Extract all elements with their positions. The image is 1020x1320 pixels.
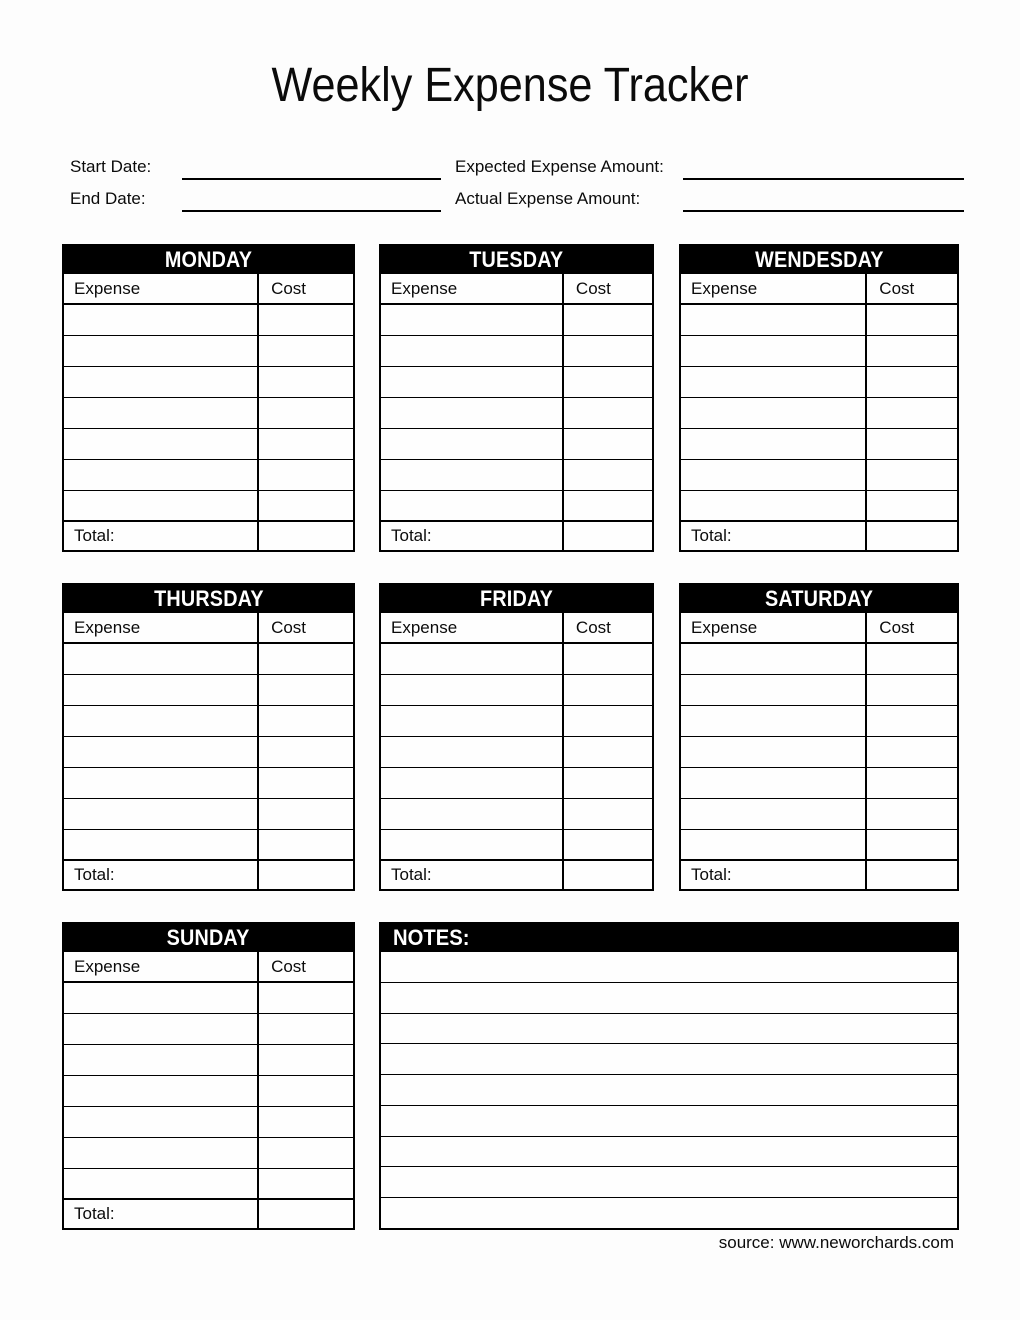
day-table-saturday <box>679 583 959 891</box>
cost-cell[interactable] <box>259 336 353 366</box>
expense-row <box>381 367 652 398</box>
expense-row <box>64 1138 353 1169</box>
total-value-cell[interactable] <box>867 861 957 889</box>
expense-column-header: Expense <box>681 274 867 303</box>
expense-cell[interactable] <box>381 644 564 674</box>
expense-row <box>381 830 652 861</box>
day-table-sunday <box>62 922 355 1230</box>
day-title: TUESDAY <box>469 247 564 272</box>
expense-row <box>381 675 652 706</box>
expense-cell[interactable] <box>681 768 867 798</box>
expense-cell[interactable] <box>64 429 259 459</box>
expense-cell[interactable] <box>64 1076 259 1106</box>
cost-cell[interactable] <box>564 398 652 428</box>
expense-column-header: Expense <box>64 613 259 642</box>
expense-rows <box>381 644 652 861</box>
notes-lines <box>381 952 957 1228</box>
expense-row <box>64 367 353 398</box>
note-line[interactable] <box>381 1014 957 1045</box>
cost-cell[interactable] <box>564 706 652 736</box>
cost-cell[interactable] <box>867 336 957 366</box>
note-line[interactable] <box>381 1198 957 1228</box>
expense-cell[interactable] <box>64 1107 259 1137</box>
expense-row <box>64 830 353 861</box>
cost-cell[interactable] <box>259 1014 353 1044</box>
total-label: Total: <box>64 1200 259 1228</box>
column-headers <box>64 613 353 644</box>
actual-expense-line[interactable] <box>683 210 964 212</box>
cost-cell[interactable] <box>867 737 957 767</box>
column-headers <box>681 613 957 644</box>
expense-row <box>64 398 353 429</box>
expense-column-header: Expense <box>64 952 259 981</box>
expense-row <box>64 768 353 799</box>
expense-column-header: Expense <box>64 274 259 303</box>
expense-row <box>64 983 353 1014</box>
day-header-friday <box>381 585 652 613</box>
expense-rows <box>64 305 353 522</box>
expense-cell[interactable] <box>64 1169 259 1198</box>
total-value-cell[interactable] <box>564 861 652 889</box>
notes-section <box>379 922 959 1230</box>
expense-rows <box>64 644 353 861</box>
expense-row <box>681 305 957 336</box>
day-table-monday <box>62 244 355 552</box>
expense-cell[interactable] <box>681 675 867 705</box>
expense-cell[interactable] <box>64 367 259 397</box>
expense-cell[interactable] <box>64 830 259 859</box>
page-title-text: Weekly Expense Tracker <box>271 59 749 112</box>
end-date-line[interactable] <box>182 210 441 212</box>
expense-cell[interactable] <box>681 830 867 859</box>
page-title <box>0 58 1020 114</box>
expense-cell[interactable] <box>681 460 867 490</box>
day-header-tuesday <box>381 246 652 274</box>
expense-cell[interactable] <box>381 491 564 520</box>
expense-row <box>381 768 652 799</box>
expense-row <box>64 799 353 830</box>
day-title: SATURDAY <box>764 586 874 611</box>
column-headers <box>381 613 652 644</box>
column-headers <box>681 274 957 305</box>
cost-cell[interactable] <box>259 398 353 428</box>
total-label: Total: <box>681 522 867 550</box>
total-row <box>681 522 957 550</box>
expense-cell[interactable] <box>681 398 867 428</box>
cost-cell[interactable] <box>867 706 957 736</box>
expense-cell[interactable] <box>381 768 564 798</box>
day-table-thursday <box>62 583 355 891</box>
column-headers <box>64 952 353 983</box>
expense-cell[interactable] <box>64 768 259 798</box>
expense-row <box>64 336 353 367</box>
cost-cell[interactable] <box>564 737 652 767</box>
expense-cell[interactable] <box>681 491 867 520</box>
day-title: SUNDAY <box>167 925 250 950</box>
expense-row <box>64 706 353 737</box>
cost-column-header: Cost <box>271 278 307 298</box>
cost-cell[interactable] <box>259 737 353 767</box>
cost-cell[interactable] <box>867 768 957 798</box>
note-line[interactable] <box>381 952 957 983</box>
cost-cell[interactable] <box>259 644 353 674</box>
expense-row <box>64 1045 353 1076</box>
expense-rows <box>64 983 353 1200</box>
day-header-saturday <box>681 585 957 613</box>
total-value-cell[interactable] <box>259 522 353 550</box>
day-header-wendesday <box>681 246 957 274</box>
expense-cell[interactable] <box>64 491 259 520</box>
expense-cell[interactable] <box>381 367 564 397</box>
note-line[interactable] <box>381 1044 957 1075</box>
expense-row <box>681 644 957 675</box>
expense-rows <box>381 305 652 522</box>
expense-row <box>64 1107 353 1138</box>
expense-cell[interactable] <box>681 429 867 459</box>
day-header-thursday <box>64 585 353 613</box>
expense-row <box>64 1076 353 1107</box>
total-row <box>381 861 652 889</box>
expense-cell[interactable] <box>681 799 867 829</box>
cost-cell[interactable] <box>259 1138 353 1168</box>
total-value-cell[interactable] <box>564 522 652 550</box>
expense-cell[interactable] <box>64 1045 259 1075</box>
expense-column-header: Expense <box>381 613 564 642</box>
cost-cell[interactable] <box>867 675 957 705</box>
total-row <box>64 522 353 550</box>
expense-row <box>381 398 652 429</box>
expense-cell[interactable] <box>381 336 564 366</box>
cost-cell[interactable] <box>564 460 652 490</box>
cost-cell[interactable] <box>259 830 353 859</box>
day-table-wendesday <box>679 244 959 552</box>
expense-cell[interactable] <box>64 675 259 705</box>
cost-cell[interactable] <box>259 1045 353 1075</box>
cost-cell[interactable] <box>564 491 652 520</box>
cost-cell[interactable] <box>259 460 353 490</box>
expense-cell[interactable] <box>64 644 259 674</box>
expense-row <box>64 491 353 522</box>
expense-row <box>381 737 652 768</box>
cost-cell[interactable] <box>564 305 652 335</box>
expense-cell[interactable] <box>381 305 564 335</box>
cost-cell[interactable] <box>259 491 353 520</box>
expense-cell[interactable] <box>681 367 867 397</box>
expense-column-header: Expense <box>681 613 867 642</box>
expense-row <box>64 644 353 675</box>
expense-cell[interactable] <box>681 305 867 335</box>
expense-row <box>681 706 957 737</box>
expense-cell[interactable] <box>681 737 867 767</box>
cost-cell[interactable] <box>867 305 957 335</box>
expense-cell[interactable] <box>681 336 867 366</box>
expense-cell[interactable] <box>64 336 259 366</box>
day-table-tuesday <box>379 244 654 552</box>
cost-cell[interactable] <box>564 768 652 798</box>
cost-cell[interactable] <box>867 429 957 459</box>
expense-row <box>381 305 652 336</box>
day-title: THURSDAY <box>153 586 264 611</box>
total-label: Total: <box>64 522 259 550</box>
expense-row <box>681 768 957 799</box>
note-line[interactable] <box>381 1167 957 1198</box>
expected-expense-line[interactable] <box>683 178 964 180</box>
expense-row <box>381 336 652 367</box>
cost-cell[interactable] <box>564 830 652 859</box>
source-attribution: source: www.neworchards.com <box>718 1233 954 1252</box>
day-title: WENDESDAY <box>754 247 884 272</box>
cost-cell[interactable] <box>867 398 957 428</box>
cost-cell[interactable] <box>259 706 353 736</box>
cost-cell[interactable] <box>564 799 652 829</box>
cost-cell[interactable] <box>259 675 353 705</box>
cost-cell[interactable] <box>259 429 353 459</box>
cost-cell[interactable] <box>867 367 957 397</box>
expense-row <box>681 429 957 460</box>
notes-title: NOTES: <box>393 925 470 950</box>
expense-cell[interactable] <box>681 706 867 736</box>
total-value-cell[interactable] <box>259 1200 353 1228</box>
expense-row <box>64 460 353 491</box>
expense-row <box>64 1169 353 1200</box>
expense-row <box>381 491 652 522</box>
cost-column-header: Cost <box>575 278 611 298</box>
expense-cell[interactable] <box>381 429 564 459</box>
expense-cell[interactable] <box>381 830 564 859</box>
expense-cell[interactable] <box>381 706 564 736</box>
cost-cell[interactable] <box>259 367 353 397</box>
expense-cell[interactable] <box>64 737 259 767</box>
expense-row <box>64 1014 353 1045</box>
expense-row <box>681 491 957 522</box>
cost-column-header: Cost <box>879 617 915 637</box>
cost-cell[interactable] <box>259 768 353 798</box>
total-label: Total: <box>64 861 259 889</box>
cost-cell[interactable] <box>867 491 957 520</box>
notes-header <box>381 924 957 952</box>
cost-cell[interactable] <box>564 367 652 397</box>
cost-cell[interactable] <box>564 429 652 459</box>
expense-row <box>381 799 652 830</box>
day-header-sunday <box>64 924 353 952</box>
total-row <box>381 522 652 550</box>
expense-cell[interactable] <box>381 460 564 490</box>
column-headers <box>381 274 652 305</box>
day-table-friday <box>379 583 654 891</box>
total-label: Total: <box>681 861 867 889</box>
expense-row <box>681 830 957 861</box>
expense-cell[interactable] <box>64 398 259 428</box>
cost-cell[interactable] <box>564 675 652 705</box>
expense-cell[interactable] <box>381 398 564 428</box>
expense-cell[interactable] <box>381 799 564 829</box>
expense-column-header: Expense <box>381 274 564 303</box>
expense-rows <box>681 644 957 861</box>
actual-expense-label: Actual Expense Amount: <box>455 189 641 208</box>
expense-row <box>381 644 652 675</box>
note-line[interactable] <box>381 1137 957 1168</box>
expense-row <box>64 429 353 460</box>
cost-column-header: Cost <box>575 617 611 637</box>
cost-cell[interactable] <box>867 830 957 859</box>
cost-cell[interactable] <box>867 460 957 490</box>
start-date-line[interactable] <box>182 178 441 180</box>
end-date-label: End Date: <box>70 189 146 208</box>
expense-cell[interactable] <box>64 305 259 335</box>
expense-row <box>64 305 353 336</box>
expense-row <box>64 737 353 768</box>
expense-cell[interactable] <box>64 706 259 736</box>
column-headers <box>64 274 353 305</box>
day-header-monday <box>64 246 353 274</box>
expense-rows <box>681 305 957 522</box>
cost-cell[interactable] <box>259 1107 353 1137</box>
cost-cell[interactable] <box>259 799 353 829</box>
start-date-label: Start Date: <box>70 157 152 176</box>
cost-column-header: Cost <box>879 278 915 298</box>
cost-cell[interactable] <box>259 983 353 1013</box>
expected-expense-label: Expected Expense Amount: <box>455 157 664 176</box>
expense-row <box>381 460 652 491</box>
expense-row <box>681 398 957 429</box>
cost-cell[interactable] <box>259 1076 353 1106</box>
expense-row <box>64 675 353 706</box>
total-value-cell[interactable] <box>259 861 353 889</box>
total-row <box>681 861 957 889</box>
total-label: Total: <box>381 522 564 550</box>
cost-cell[interactable] <box>564 336 652 366</box>
cost-cell[interactable] <box>259 305 353 335</box>
expense-cell[interactable] <box>64 799 259 829</box>
note-line[interactable] <box>381 1106 957 1137</box>
cost-cell[interactable] <box>259 1169 353 1198</box>
cost-column-header: Cost <box>271 617 307 637</box>
expense-row <box>681 799 957 830</box>
expense-row <box>381 429 652 460</box>
note-line[interactable] <box>381 983 957 1014</box>
total-row <box>64 861 353 889</box>
cost-cell[interactable] <box>867 644 957 674</box>
expense-cell[interactable] <box>381 737 564 767</box>
expense-row <box>681 675 957 706</box>
expense-cell[interactable] <box>681 644 867 674</box>
expense-cell[interactable] <box>64 1014 259 1044</box>
cost-column-header: Cost <box>271 956 307 976</box>
expense-row <box>681 336 957 367</box>
total-label: Total: <box>381 861 564 889</box>
expense-cell[interactable] <box>64 1138 259 1168</box>
expense-cell[interactable] <box>64 460 259 490</box>
total-row <box>64 1200 353 1228</box>
day-title: MONDAY <box>164 247 253 272</box>
expense-cell[interactable] <box>381 675 564 705</box>
day-title: FRIDAY <box>480 586 553 611</box>
total-value-cell[interactable] <box>867 522 957 550</box>
cost-cell[interactable] <box>867 799 957 829</box>
cost-cell[interactable] <box>564 644 652 674</box>
expense-row <box>381 706 652 737</box>
expense-cell[interactable] <box>64 983 259 1013</box>
expense-row <box>681 737 957 768</box>
expense-row <box>681 367 957 398</box>
expense-row <box>681 460 957 491</box>
note-line[interactable] <box>381 1075 957 1106</box>
